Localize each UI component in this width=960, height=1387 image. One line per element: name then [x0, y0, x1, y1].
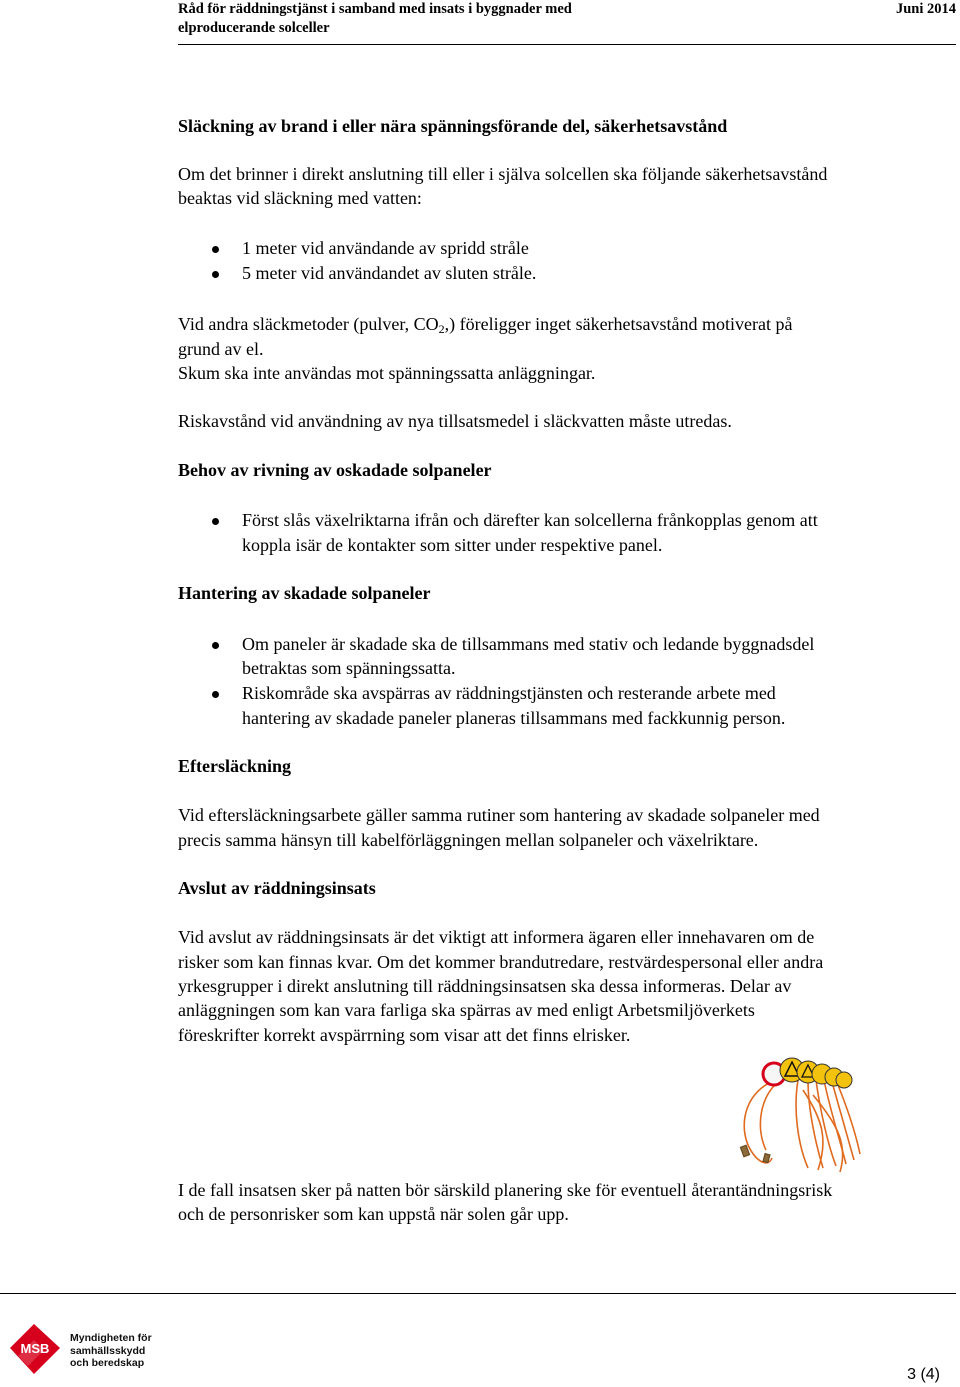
footer-divider	[0, 1293, 956, 1294]
list-item: 1 meter vid användande av spridd stråle	[242, 238, 529, 258]
header-divider	[178, 44, 956, 45]
section-heading-demolition: Behov av rivning av oskadade solpaneler	[178, 460, 492, 480]
organization-name-line1: Myndigheten för	[70, 1332, 152, 1344]
list-item-continuation: koppla isär de kontakter som sitter under respektive panel.	[242, 535, 663, 555]
paragraph-additives: Riskavstånd vid användning av nya tillsatsmedel i släckvatten måste utredas.	[178, 411, 732, 431]
document-date: Juni 2014	[895, 1, 956, 17]
section-heading-extinguishing: Släckning av brand i eller nära spänningsförande del, säkerhetsavstånd	[178, 116, 728, 136]
list-item: Först slås växelriktarna ifrån och därefter kan solcellerna frånkopplas genom att	[242, 510, 818, 530]
page-header	[178, 0, 956, 42]
logo-mark-text: MSB	[20, 1341, 50, 1356]
section-heading-conclusion: Avslut av räddningsinsats	[178, 878, 376, 898]
list-item: Om paneler är skadade ska de tillsammans med stativ och ledande byggnadsdel	[242, 634, 815, 654]
list-item: Riskområde ska avspärras av räddningstjänsten och resterande arbete med	[242, 683, 776, 703]
paragraph-other-methods: Vid andra släckmetoder (pulver, $CO_2$,) föreligger inget säkerhetsavstånd motiverat på	[178, 314, 793, 336]
paragraph-intro-line2: beaktas vid släckning med vatten:	[178, 188, 422, 208]
bullet-icon	[212, 271, 219, 278]
document-title	[178, 0, 572, 38]
section-heading-post-extinguishing: Eftersläckning	[178, 756, 292, 776]
msb-logo-icon	[4, 1318, 66, 1380]
paragraph-conclusion-line1: Vid avslut av räddningsinsats är det viktigt att informera ägaren eller innehavaren om de	[178, 927, 815, 947]
barrier-cable-photo	[728, 1050, 878, 1175]
organization-name-line3: och beredskap	[70, 1357, 145, 1369]
paragraph-conclusion-line2: risker som kan finnas kvar. Om det kommer brandutredare, restvärdespersonal eller andra	[178, 952, 824, 972]
organization-name-line2: samhällsskydd	[70, 1344, 146, 1357]
section-heading-damaged-panels: Hantering av skadade solpaneler	[178, 583, 431, 603]
paragraph-post-line1: Vid eftersläckningsarbete gäller samma rutiner som hantering av skadade solpaneler med	[178, 805, 820, 825]
bullet-icon	[212, 246, 219, 253]
bullet-icon	[212, 642, 219, 649]
paragraph-night-line1: I de fall insatsen sker på natten bör särskild planering ske för eventuell återantändningsrisk	[178, 1180, 833, 1200]
paragraph-conclusion-line4: anläggningen som kan vara farliga ska spärras av med enligt Arbetsmiljöverkets	[178, 1000, 755, 1020]
cable-coils	[744, 1078, 860, 1172]
paragraph-conclusion-line3: yrkesgrupper i direkt anslutning till räddningsinsatsen ska dessa informeras. Delar av	[178, 976, 792, 996]
list-item-continuation: betraktas som spänningssatta.	[242, 658, 456, 678]
list-item-continuation: hantering av skadade paneler planeras tillsammans med fackkunnig person.	[242, 708, 786, 728]
document-title-line2: elproducerande solceller	[178, 20, 330, 36]
document-title-line1: Råd för räddningstjänst i samband med insats i byggnader med	[178, 1, 572, 17]
paragraph-intro-line1: Om det brinner i direkt anslutning till eller i själva solcellen ska följande säkerhetsavstånd	[178, 164, 828, 184]
page-number: 3 (4)	[907, 1366, 940, 1383]
bullet-icon	[212, 691, 219, 698]
paragraph-post-line2: precis samma hänsyn till kabelförläggningen mellan solpaneler och växelriktare.	[178, 830, 759, 850]
organization-name	[70, 1332, 152, 1370]
paragraph-foam: Skum ska inte användas mot spänningssatta anläggningar.	[178, 363, 596, 383]
paragraph-conclusion-line5: föreskrifter korrekt avspärrning som visar att det finns elrisker.	[178, 1025, 631, 1045]
bullet-icon	[212, 518, 219, 525]
list-item: 5 meter vid användandet av sluten stråle.	[242, 263, 537, 283]
paragraph-other-methods-line2: grund av el.	[178, 339, 264, 359]
paragraph-night-line2: och de personrisker som kan uppstå när solen går upp.	[178, 1204, 569, 1224]
